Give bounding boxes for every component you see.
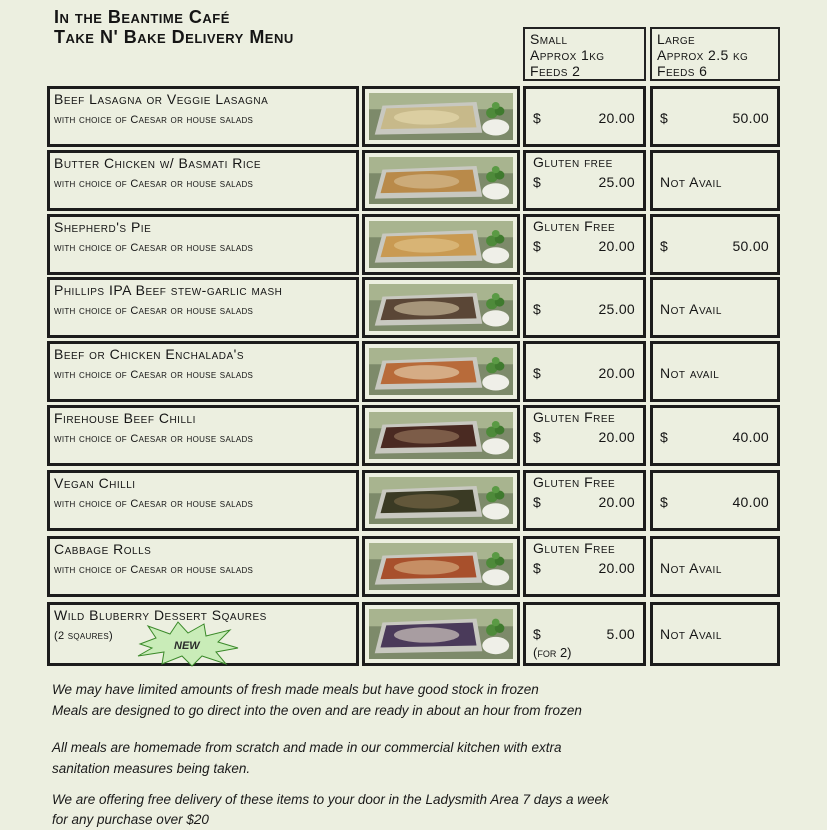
menu-item-name: Vegan Chilli bbox=[54, 475, 136, 491]
footer-note-6: for any purchase over $20 bbox=[52, 812, 209, 827]
small-price-cell bbox=[523, 214, 646, 275]
menu-item-name-cell bbox=[47, 214, 359, 275]
menu-item-name: Wild Bluberry Dessert Sqaures bbox=[54, 607, 267, 623]
not-available-label: Not Avail bbox=[660, 174, 722, 190]
small-price: 20.00 bbox=[598, 429, 635, 445]
small-price: 20.00 bbox=[598, 560, 635, 576]
menu-item-photo-cell bbox=[362, 470, 520, 531]
price-note: (for 2) bbox=[533, 645, 572, 660]
large-price: 50.00 bbox=[732, 238, 769, 254]
footer-note-1: We may have limited amounts of fresh made meals but have good stock in frozen bbox=[52, 682, 539, 697]
food-photo bbox=[369, 221, 513, 268]
small-price: 25.00 bbox=[598, 174, 635, 190]
menu-item-name-cell bbox=[47, 150, 359, 211]
large-header-feeds: Feeds 6 bbox=[657, 63, 708, 79]
menu-item-name: Shepherd's Pie bbox=[54, 219, 152, 235]
small-header-weight: Approx 1kg bbox=[530, 47, 605, 63]
large-header-weight: Approx 2.5 kg bbox=[657, 47, 749, 63]
food-photo bbox=[369, 609, 513, 659]
menu-item-subtitle: with choice of Caesar or house salads bbox=[54, 305, 254, 317]
large-price-cell bbox=[650, 405, 780, 466]
currency-symbol: $ bbox=[660, 238, 668, 254]
menu-item-name-cell bbox=[47, 86, 359, 147]
not-available-label: Not Avail bbox=[660, 560, 722, 576]
menu-item-photo-cell bbox=[362, 602, 520, 666]
large-price: 50.00 bbox=[732, 110, 769, 126]
food-photo bbox=[369, 348, 513, 395]
menu-item-photo-cell bbox=[362, 277, 520, 338]
currency-symbol: $ bbox=[533, 494, 541, 510]
small-price-cell bbox=[523, 277, 646, 338]
large-column-header bbox=[650, 27, 780, 81]
menu-item-name-cell bbox=[47, 405, 359, 466]
currency-symbol: $ bbox=[533, 110, 541, 126]
menu-item-name-cell bbox=[47, 277, 359, 338]
not-available-label: Not Avail bbox=[660, 626, 722, 642]
menu-item-photo-cell bbox=[362, 214, 520, 275]
title-line-2: Take N' Bake Delivery Menu bbox=[54, 27, 294, 47]
menu-item-subtitle: (2 sqaures) bbox=[54, 630, 113, 642]
menu-item-photo-cell bbox=[362, 341, 520, 402]
large-price-cell bbox=[650, 341, 780, 402]
small-price-cell bbox=[523, 150, 646, 211]
currency-symbol: $ bbox=[660, 429, 668, 445]
small-price-cell bbox=[523, 470, 646, 531]
food-photo bbox=[369, 93, 513, 140]
small-price: 20.00 bbox=[598, 365, 635, 381]
small-price-cell bbox=[523, 86, 646, 147]
small-price-cell bbox=[523, 536, 646, 597]
currency-symbol: $ bbox=[660, 494, 668, 510]
not-available-label: Not avail bbox=[660, 365, 720, 381]
large-price: 40.00 bbox=[732, 429, 769, 445]
menu-item-name-cell bbox=[47, 536, 359, 597]
small-price: 5.00 bbox=[606, 626, 635, 642]
large-price-cell bbox=[650, 150, 780, 211]
new-badge-text: NEW bbox=[174, 640, 200, 652]
menu-item-subtitle: with choice of Caesar or house salads bbox=[54, 498, 254, 510]
menu-item-name: Beef or Chicken Enchalada's bbox=[54, 346, 244, 362]
large-price-cell bbox=[650, 86, 780, 147]
small-price-cell bbox=[523, 341, 646, 402]
menu-item-name: Beef Lasagna or Veggie Lasagna bbox=[54, 91, 269, 107]
menu-item-photo-cell bbox=[362, 150, 520, 211]
menu-item-name: Phillips IPA Beef stew-garlic mash bbox=[54, 282, 283, 298]
gluten-free-label: Gluten Free bbox=[533, 540, 616, 556]
menu-item-name: Cabbage Rolls bbox=[54, 541, 152, 557]
footer-note-3: All meals are homemade from scratch and made in our commercial kitchen with extra bbox=[52, 740, 562, 755]
food-photo bbox=[369, 284, 513, 331]
menu-item-name-cell bbox=[47, 470, 359, 531]
currency-symbol: $ bbox=[533, 429, 541, 445]
small-header-label: Small bbox=[530, 31, 568, 47]
small-price: 25.00 bbox=[598, 301, 635, 317]
currency-symbol: $ bbox=[533, 365, 541, 381]
large-price-cell bbox=[650, 536, 780, 597]
large-price-cell bbox=[650, 602, 780, 666]
menu-item-subtitle: with choice of Caesar or house salads bbox=[54, 369, 254, 381]
food-photo bbox=[369, 412, 513, 459]
title-line-1: In the Beantime Café bbox=[54, 7, 230, 27]
food-photo bbox=[369, 157, 513, 204]
menu-item-subtitle: with choice of Caesar or house salads bbox=[54, 178, 254, 190]
currency-symbol: $ bbox=[533, 301, 541, 317]
small-column-header bbox=[523, 27, 646, 81]
large-price-cell bbox=[650, 277, 780, 338]
menu-item-subtitle: with choice of Caesar or house salads bbox=[54, 242, 254, 254]
large-header-label: Large bbox=[657, 31, 696, 47]
currency-symbol: $ bbox=[660, 110, 668, 126]
menu-item-name-cell bbox=[47, 341, 359, 402]
footer-note-2: Meals are designed to go direct into the oven and are ready in about an hour from frozen bbox=[52, 703, 582, 718]
menu-item-subtitle: with choice of Caesar or house salads bbox=[54, 564, 254, 576]
gluten-free-label: Gluten Free bbox=[533, 218, 616, 234]
currency-symbol: $ bbox=[533, 626, 541, 642]
small-price: 20.00 bbox=[598, 110, 635, 126]
large-price-cell bbox=[650, 214, 780, 275]
not-available-label: Not Avail bbox=[660, 301, 722, 317]
menu-item-photo-cell bbox=[362, 86, 520, 147]
menu-item-subtitle: with choice of Caesar or house salads bbox=[54, 433, 254, 445]
small-price-cell bbox=[523, 602, 646, 666]
food-photo bbox=[369, 543, 513, 590]
large-price: 40.00 bbox=[732, 494, 769, 510]
small-price: 20.00 bbox=[598, 494, 635, 510]
menu-item-photo-cell bbox=[362, 405, 520, 466]
gluten-free-label: Gluten free bbox=[533, 154, 613, 170]
gluten-free-label: Gluten Free bbox=[533, 409, 616, 425]
food-photo bbox=[369, 477, 513, 524]
menu-item-name: Butter Chicken w/ Basmati Rice bbox=[54, 155, 262, 171]
menu-item-subtitle: with choice of Caesar or house salads bbox=[54, 114, 254, 126]
menu-item-name: Firehouse Beef Chilli bbox=[54, 410, 196, 426]
currency-symbol: $ bbox=[533, 174, 541, 190]
footer-note-4: sanitation measures being taken. bbox=[52, 761, 251, 776]
small-price: 20.00 bbox=[598, 238, 635, 254]
currency-symbol: $ bbox=[533, 560, 541, 576]
small-price-cell bbox=[523, 405, 646, 466]
footer-note-5: We are offering free delivery of these items to your door in the Ladysmith Area 7 days a week bbox=[52, 792, 609, 807]
currency-symbol: $ bbox=[533, 238, 541, 254]
menu-title bbox=[54, 7, 294, 47]
gluten-free-label: Gluten Free bbox=[533, 474, 616, 490]
small-header-feeds: Feeds 2 bbox=[530, 63, 581, 79]
large-price-cell bbox=[650, 470, 780, 531]
menu-item-photo-cell bbox=[362, 536, 520, 597]
